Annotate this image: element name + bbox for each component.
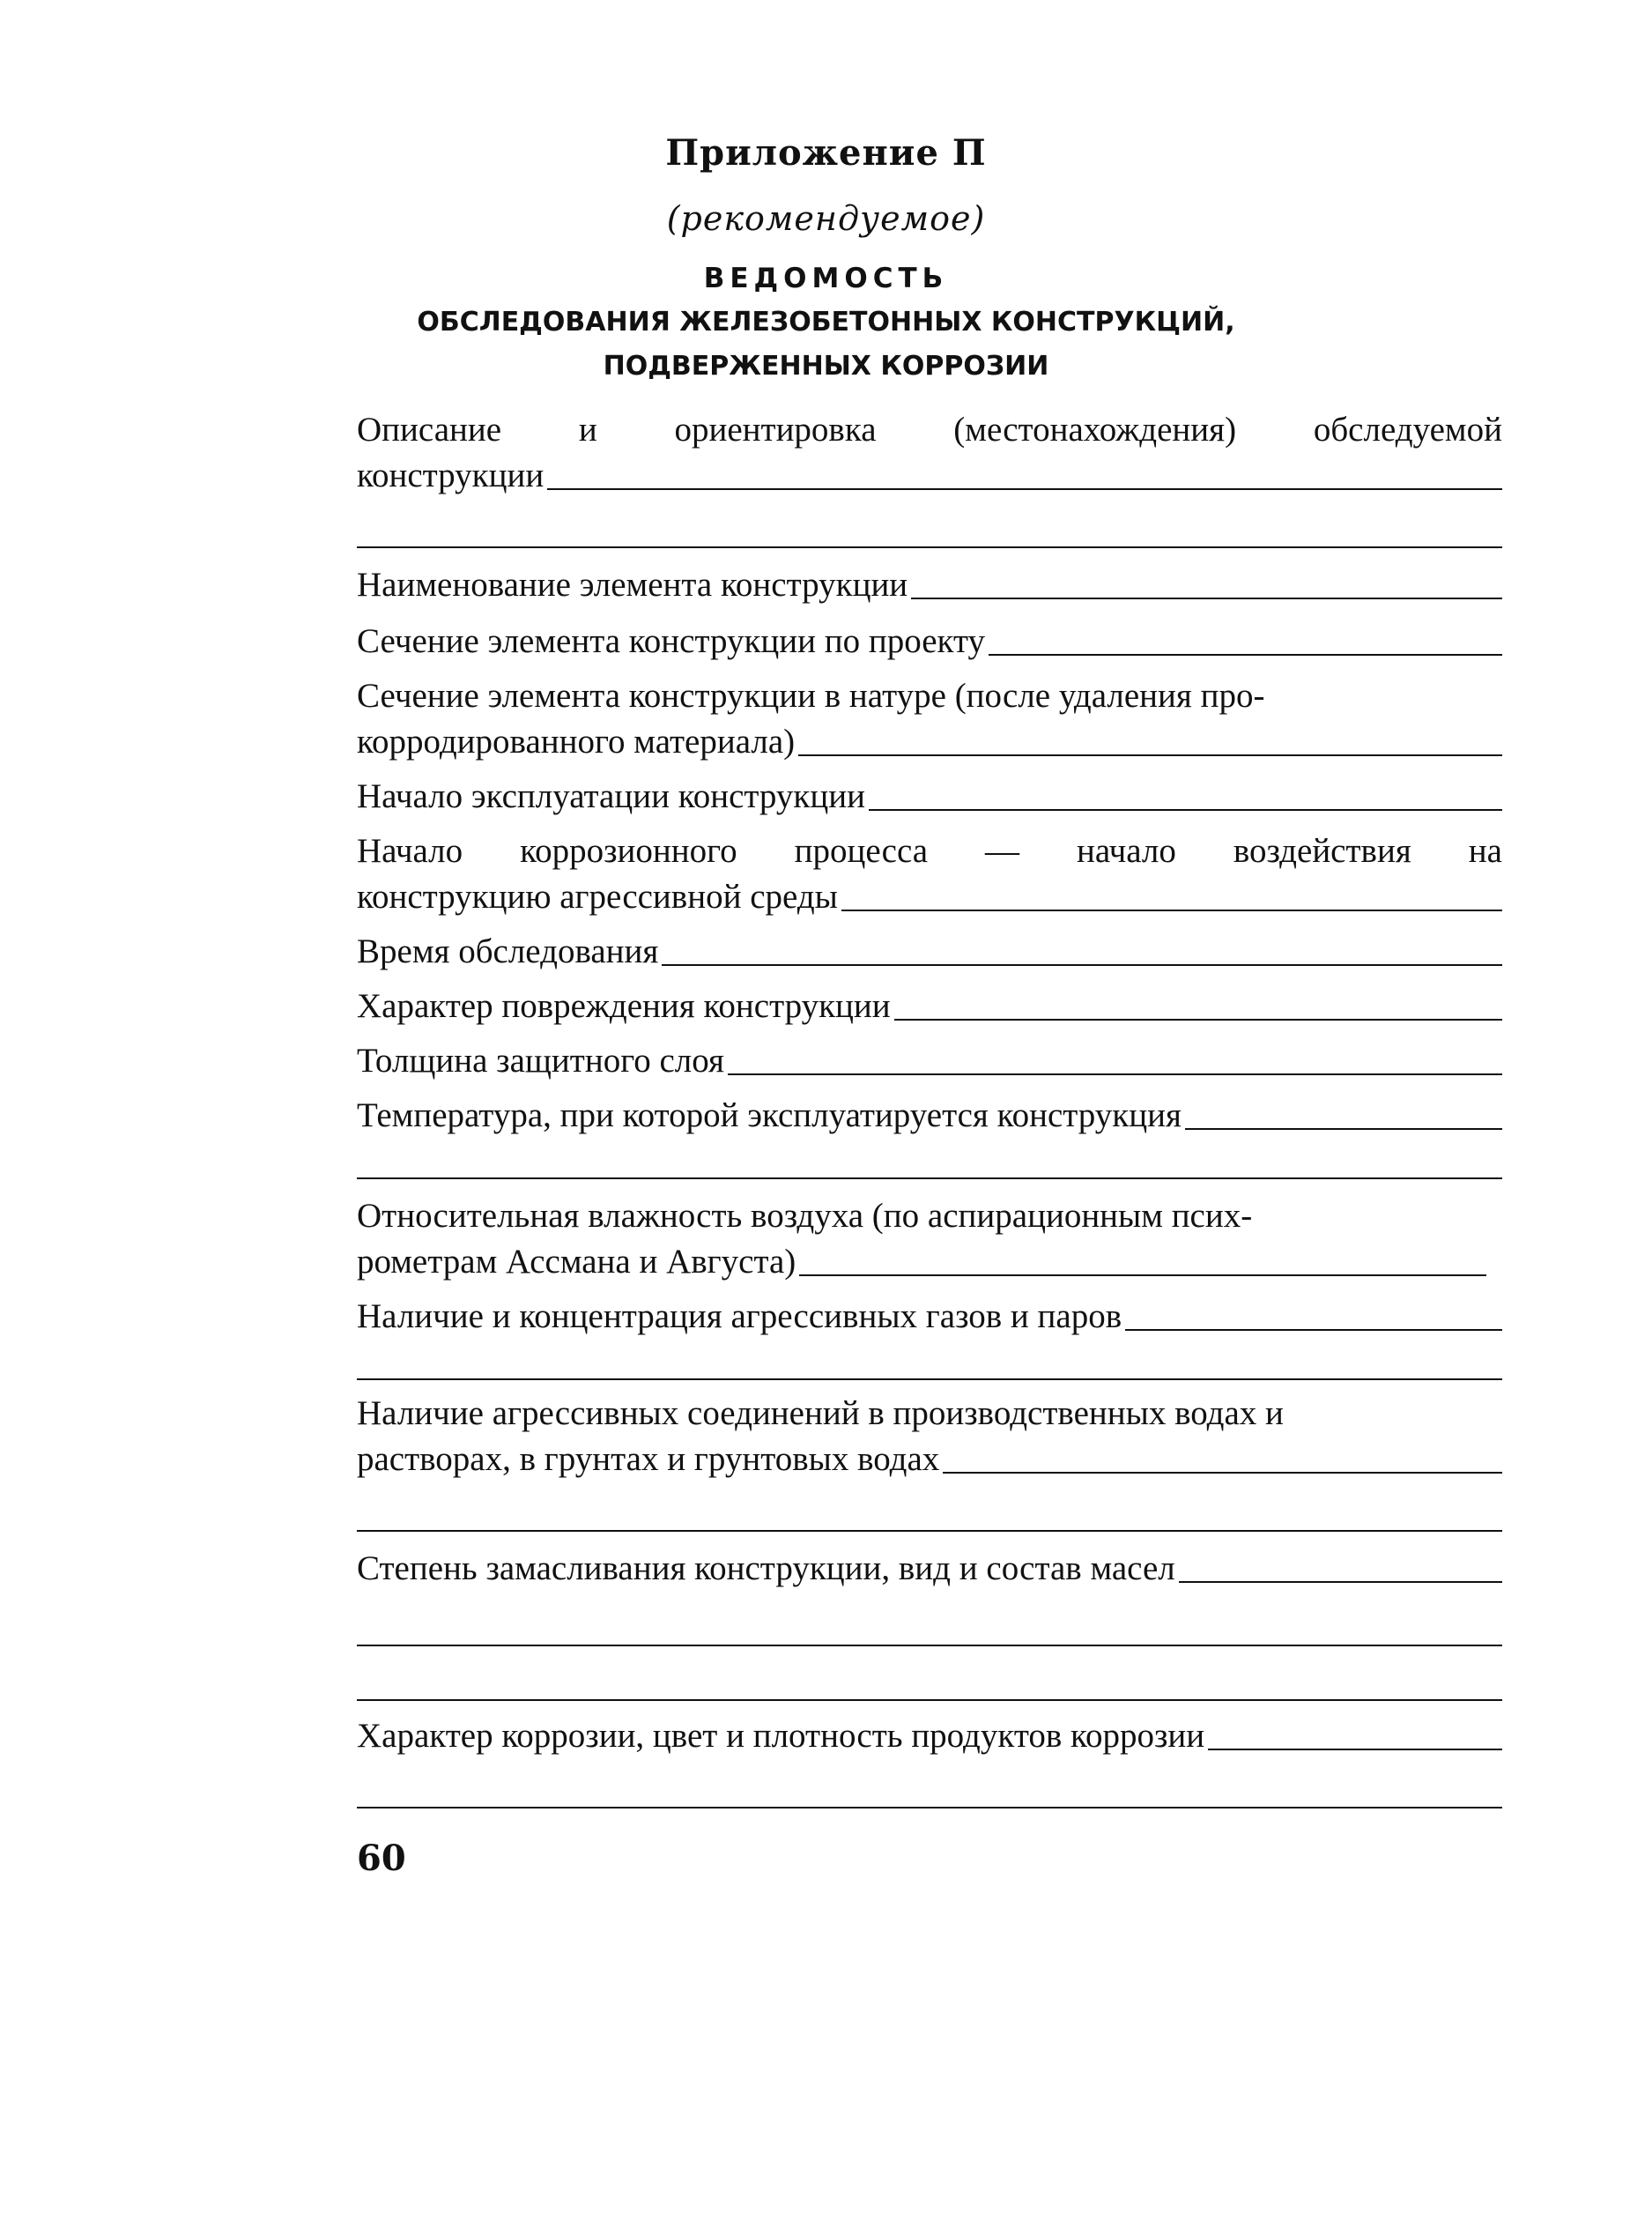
field-label: конструкции	[357, 457, 544, 494]
fill-in-line[interactable]	[989, 654, 1502, 656]
label-word: коррозионного	[520, 832, 737, 870]
field-label: Степень замасливания конструкции, вид и состав масел	[357, 1549, 1175, 1587]
appendix-status: (рекомендуемое)	[666, 199, 986, 238]
blank-fill-line[interactable]	[357, 1530, 1502, 1532]
field-label: растворах, в грунтах и грунтовых водах	[357, 1440, 940, 1478]
blank-fill-line[interactable]	[357, 1177, 1502, 1179]
field-actual-section	[357, 673, 1502, 765]
field-label-line: Наличие агрессивных соединений в производственных водах и	[357, 1394, 1284, 1432]
fill-in-line[interactable]	[547, 488, 1502, 490]
fill-in-line[interactable]	[1125, 1329, 1502, 1331]
field-element-name	[357, 562, 1502, 608]
field-label: Наименование элемента конструкции	[357, 566, 908, 604]
fill-in-line[interactable]	[894, 1019, 1502, 1021]
field-cover-thickness	[357, 1038, 1502, 1084]
fill-in-line[interactable]	[662, 964, 1502, 966]
field-label: Время обследования	[357, 932, 659, 970]
fill-in-line[interactable]	[1208, 1749, 1502, 1750]
field-oil-contamination	[357, 1546, 1502, 1592]
fill-in-line[interactable]	[798, 754, 1502, 756]
fill-in-line[interactable]	[1185, 1128, 1502, 1130]
fill-in-line[interactable]	[911, 598, 1502, 599]
field-label: Наличие и концентрация агрессивных газов и паров	[357, 1297, 1122, 1335]
label-word: начало	[1076, 832, 1176, 870]
field-label-line: Сечение элемента конструкции в натуре (после удаления про-	[357, 677, 1265, 715]
label-word: обследуемой	[1313, 411, 1502, 449]
label-word: Описание	[357, 411, 502, 449]
document-subtitle-line-1: ОБСЛЕДОВАНИЯ ЖЕЛЕЗОБЕТОННЫХ КОНСТРУКЦИЙ,	[417, 307, 1235, 338]
field-corrosion-start	[357, 828, 1502, 920]
field-aggressive-gases	[357, 1294, 1502, 1340]
fill-in-line[interactable]	[943, 1472, 1502, 1474]
field-label: корродированного материала)	[357, 723, 796, 761]
field-label: Температура, при которой эксплуатируется конструкция	[357, 1096, 1182, 1134]
fill-in-line[interactable]	[1179, 1581, 1502, 1583]
label-word: ориентировка	[674, 411, 877, 449]
field-damage-character	[357, 984, 1502, 1029]
page-number: 60	[357, 1838, 406, 1879]
field-corrosion-character	[357, 1713, 1502, 1759]
document-title: ВЕДОМОСТЬ	[703, 263, 949, 294]
label-word: на	[1468, 832, 1502, 870]
label-word: и	[578, 411, 597, 449]
fill-in-line[interactable]	[799, 1274, 1486, 1276]
field-inspection-time	[357, 929, 1502, 975]
field-label: Толщина защитного слоя	[357, 1042, 724, 1080]
field-label: рометрам Ассмана и Августа)	[357, 1243, 796, 1281]
field-label: Начало эксплуатации конструкции	[357, 777, 865, 815]
fill-in-line[interactable]	[869, 809, 1502, 811]
field-label: конструкцию агрессивной среды	[357, 878, 838, 916]
blank-fill-line[interactable]	[357, 546, 1502, 548]
field-design-section	[357, 619, 1502, 665]
blank-fill-line[interactable]	[357, 1807, 1502, 1808]
blank-fill-line[interactable]	[357, 1699, 1502, 1701]
field-operating-temperature	[357, 1093, 1502, 1139]
label-word: Начало	[357, 832, 463, 870]
appendix-title: Приложение П	[665, 132, 987, 174]
label-word: воздействия	[1233, 832, 1411, 870]
document-subtitle-line-2: ПОДВЕРЖЕННЫХ КОРРОЗИИ	[603, 351, 1049, 382]
field-aggressive-compounds	[357, 1391, 1502, 1482]
field-label: Сечение элемента конструкции по проекту	[357, 622, 986, 660]
label-word: процесса	[794, 832, 929, 870]
blank-fill-line[interactable]	[357, 1645, 1502, 1646]
field-operation-start	[357, 774, 1502, 820]
label-word: —	[985, 832, 1020, 870]
fill-in-line[interactable]	[841, 910, 1502, 911]
field-label-line	[357, 453, 1502, 499]
label-word: (местонахождения)	[953, 411, 1237, 449]
field-label: Характер повреждения конструкции	[357, 987, 891, 1025]
field-label-line: Относительная влажность воздуха (по аспирационным псих-	[357, 1197, 1253, 1235]
field-label-line	[357, 407, 1502, 453]
field-construction-description	[357, 407, 1502, 499]
field-label: Характер коррозии, цвет и плотность продуктов коррозии	[357, 1717, 1205, 1755]
blank-fill-line[interactable]	[357, 1378, 1502, 1380]
field-relative-humidity	[357, 1193, 1502, 1285]
fill-in-line[interactable]	[728, 1073, 1502, 1075]
